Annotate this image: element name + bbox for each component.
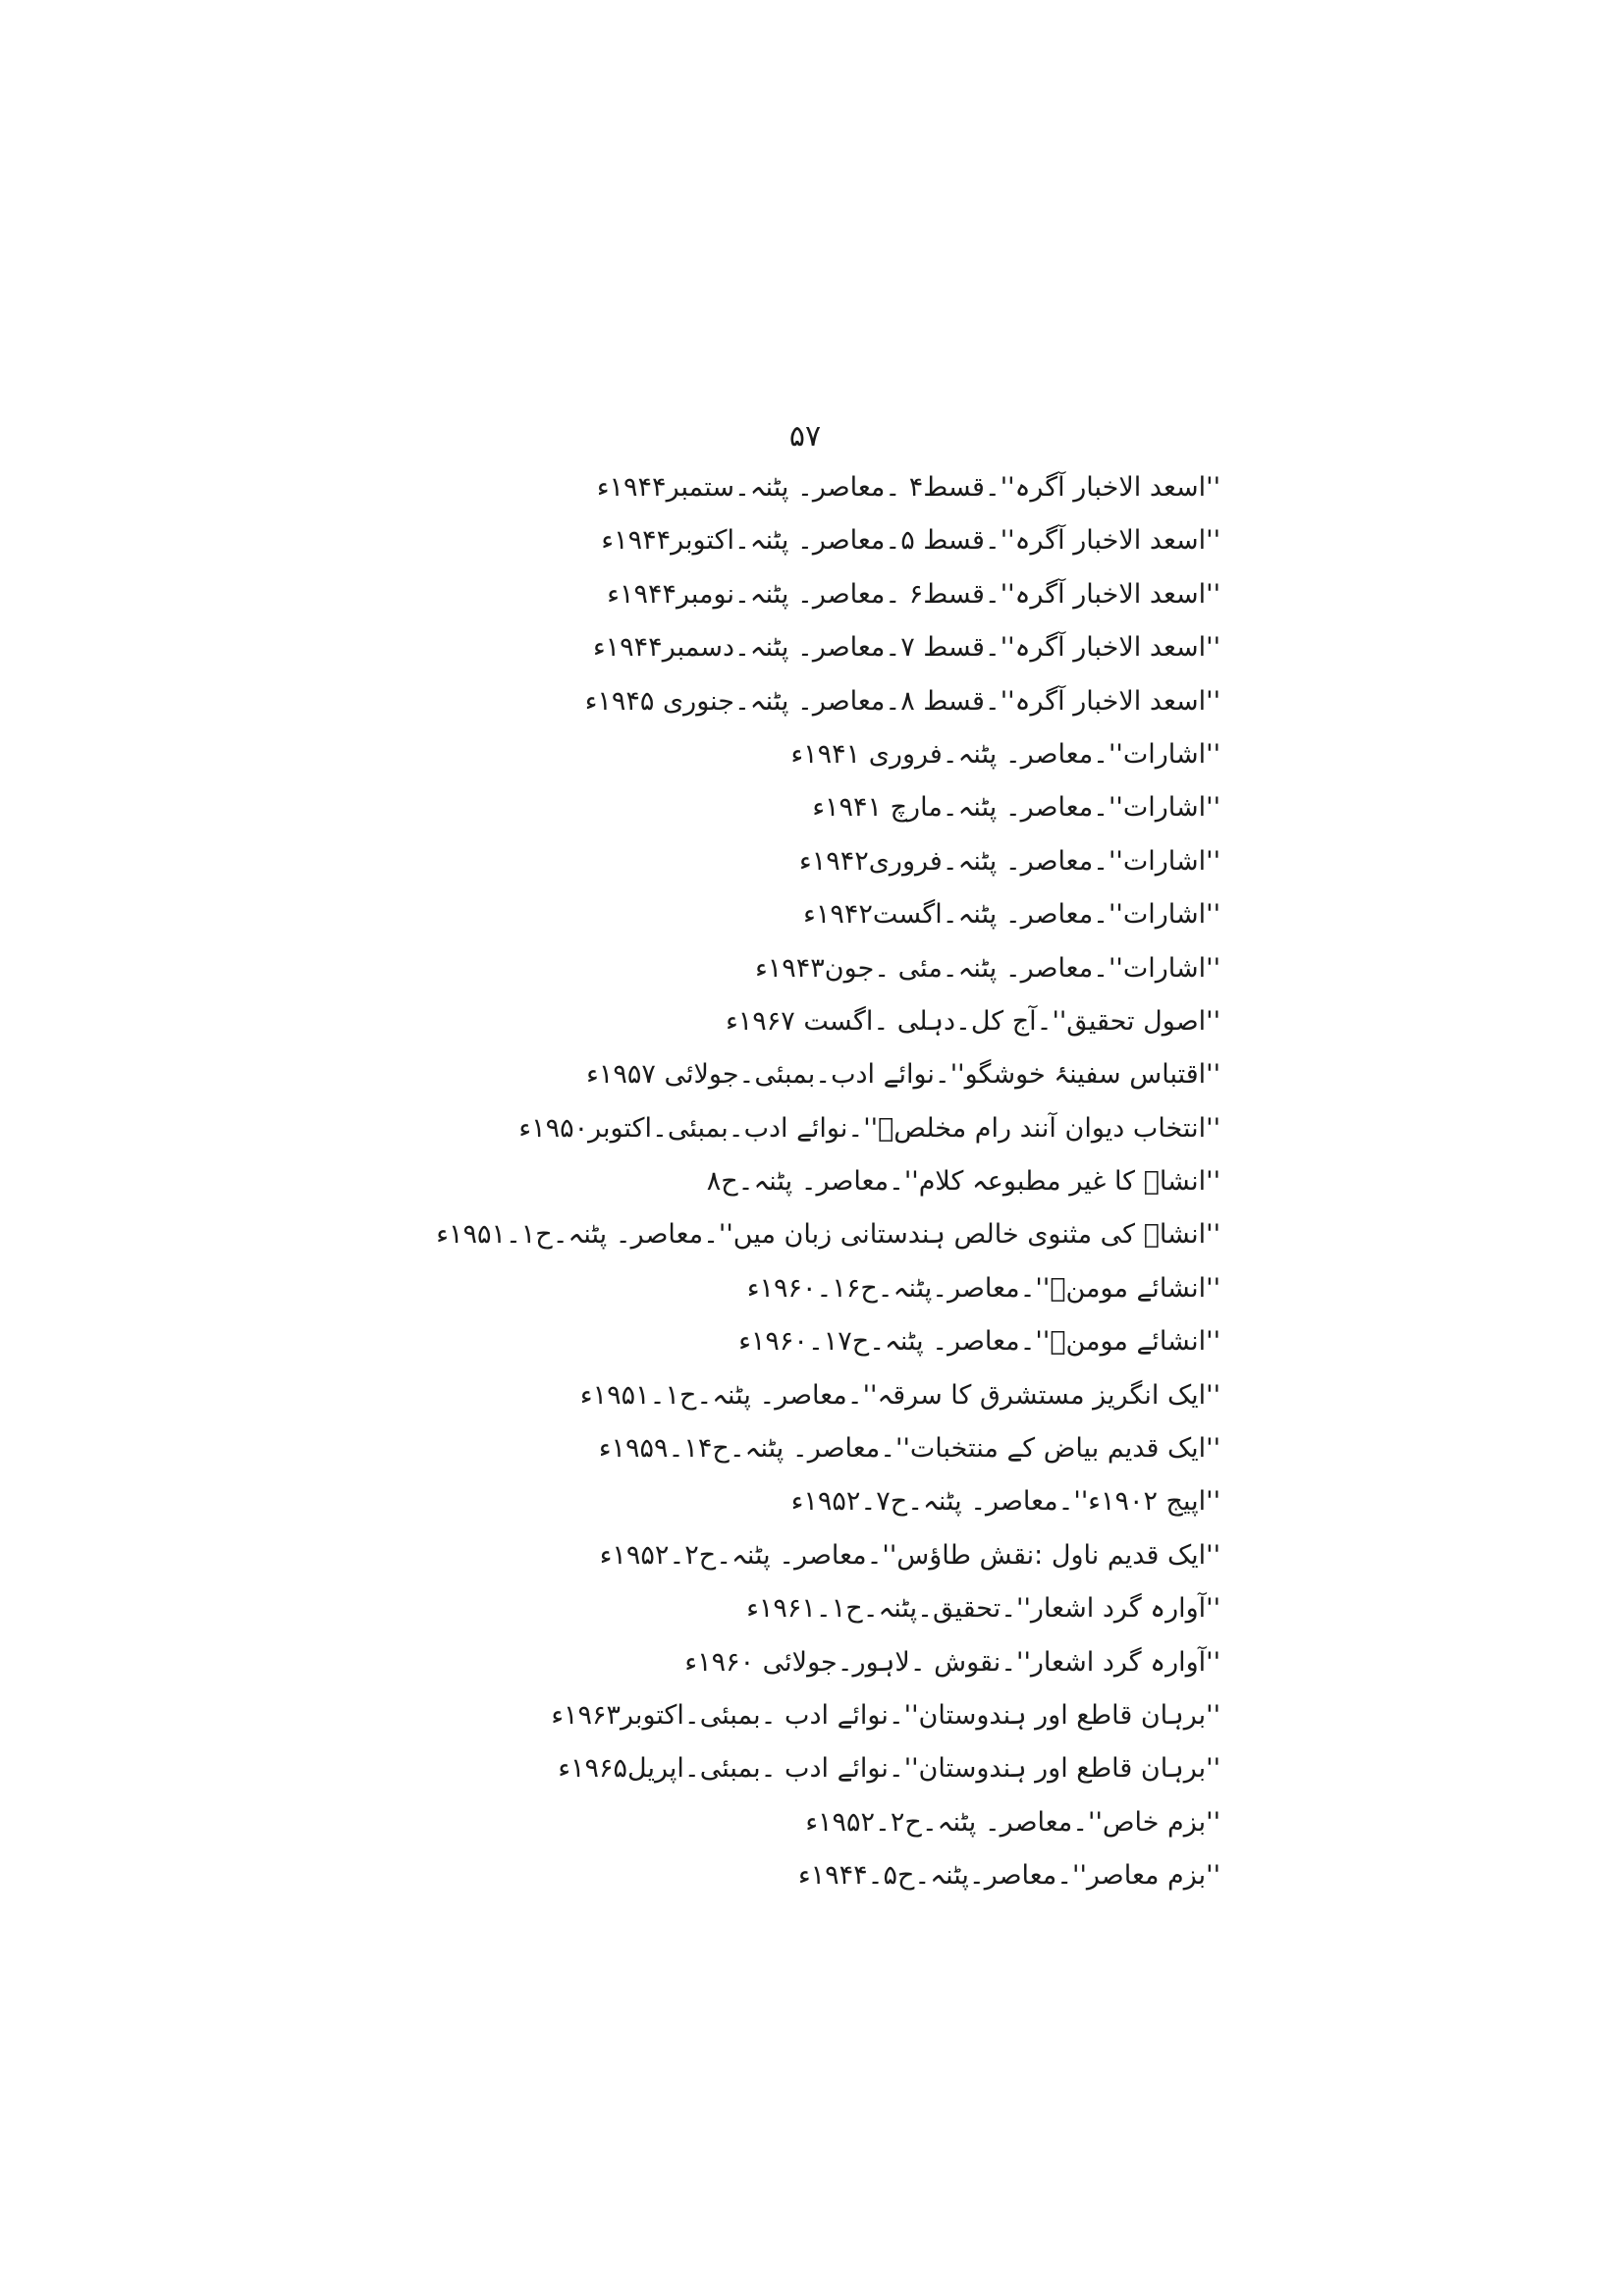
list-item: ''انشائے مومنؔ''۔معاصر۔پٹنہ۔ح۱۶۔۱۹۶۰ء bbox=[746, 1272, 1220, 1304]
list-item: ''ایک قدیم بیاض کے منتخبات''۔معاصر۔ پٹنہ۔ح۱۴۔۱۹۵۹ء bbox=[598, 1433, 1220, 1465]
list-item: ''اسعد الاخبار آگرہ''۔قسط ۷۔معاصر۔ پٹنہ۔دسمبر۱۹۴۴ء bbox=[592, 632, 1220, 664]
list-item: ''اشارات''۔معاصر۔ پٹنہ۔مارچ ۱۹۴۱ء bbox=[812, 792, 1220, 824]
list-item: ''اشارات''۔معاصر۔ پٹنہ۔فروری ۱۹۴۱ء bbox=[790, 738, 1220, 770]
list-item: ''انشاؔ کی مثنوی خالص ہندستانی زبان میں''۔معاصر۔ پٹنہ۔ح۱۔۱۹۵۱ء bbox=[436, 1219, 1220, 1251]
list-item: ''اسعد الاخبار آگرہ''۔قسط۶ ۔معاصر۔ پٹنہ۔نومبر۱۹۴۴ء bbox=[607, 578, 1220, 610]
list-item: ''اشارات''۔معاصر۔ پٹنہ۔اگست۱۹۴۲ء bbox=[803, 899, 1220, 931]
page-number: ۵۷ bbox=[788, 419, 822, 454]
list-item: ''انتخاب دیوان آنند رام مخلصؔ''۔نوائے ادب۔بمبئی۔اکتوبر۱۹۵۰ء bbox=[518, 1112, 1220, 1144]
list-item: ''اشارات''۔معاصر۔ پٹنہ۔مئی ۔جون۱۹۴۳ء bbox=[755, 952, 1220, 984]
list-item: ''بزم خاص''۔معاصر۔ پٹنہ۔ح۲۔۱۹۵۲ء bbox=[805, 1806, 1220, 1838]
bibliography-list bbox=[42, 461, 1220, 1903]
list-item: ''اسعد الاخبار آگرہ''۔قسط ۵۔معاصر۔ پٹنہ۔اکتوبر۱۹۴۴ء bbox=[601, 525, 1220, 557]
list-item: ''ایک قدیم ناول :نقش طاؤس''۔معاصر۔ پٹنہ۔ح۲۔۱۹۵۲ء bbox=[599, 1539, 1220, 1571]
list-item: ''آوارہ گرد اشعار''۔نقوش ۔لاہور۔جولائی ۱۹۶۰ء bbox=[684, 1646, 1220, 1678]
list-item: ''برہان قاطع اور ہندوستان''۔نوائے ادب ۔بمبئی۔اکتوبر۱۹۶۳ء bbox=[551, 1699, 1220, 1731]
list-item: ''اسعد الاخبار آگرہ''۔قسط۴ ۔معاصر۔ پٹنہ۔ستمبر۱۹۴۴ء bbox=[596, 472, 1220, 503]
list-item: ''اپیج ۱۹۰۲ء''۔معاصر۔ پٹنہ۔ح۷۔۱۹۵۲ء bbox=[790, 1486, 1220, 1518]
list-item: ''ایک انگریز مستشرق کا سرقہ''۔معاصر۔ پٹنہ۔ح۱۔۱۹۵۱ء bbox=[579, 1379, 1220, 1411]
list-item: ''بزم معاصر''۔معاصر۔پٹنہ۔ح۵۔۱۹۴۴ء bbox=[797, 1860, 1220, 1892]
list-item: ''آوارہ گرد اشعار''۔تحقیق۔پٹنہ۔ح۱۔۱۹۶۱ء bbox=[746, 1593, 1220, 1625]
list-item: ''اسعد الاخبار آگرہ''۔قسط ۸۔معاصر۔ پٹنہ۔جنوری ۱۹۴۵ء bbox=[584, 685, 1220, 717]
list-item: ''اصول تحقیق''۔آج کل۔دہلی ۔اگست ۱۹۶۷ء bbox=[726, 1005, 1220, 1037]
list-item: ''انشائے مومنؔ''۔معاصر۔ پٹنہ۔ح۱۷۔۱۹۶۰ء bbox=[738, 1326, 1220, 1358]
list-item: ''انشاؔ کا غیر مطبوعہ کلام''۔معاصر۔ پٹنہ۔ح۸ bbox=[706, 1166, 1220, 1198]
list-item: ''اقتباس سفینۂ خوشگو''۔نوائے ادب۔بمبئی۔جولائی ۱۹۵۷ء bbox=[586, 1059, 1220, 1091]
list-item: ''برہان قاطع اور ہندوستان''۔نوائے ادب ۔بمبئی۔اپریل۱۹۶۵ء bbox=[558, 1753, 1220, 1785]
list-item: ''اشارات''۔معاصر۔ پٹنہ۔فروری۱۹۴۲ء bbox=[799, 845, 1220, 877]
